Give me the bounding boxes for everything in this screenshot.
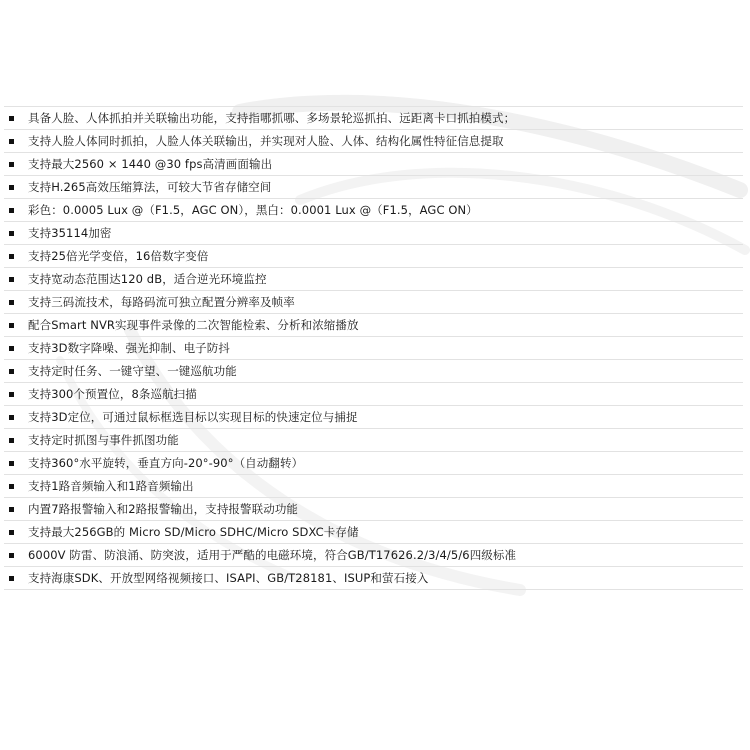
spec-text: 支持1路音频输入和1路音频输出 (28, 479, 194, 493)
list-item (4, 406, 743, 429)
list-item (4, 544, 743, 567)
bullet-icon (9, 162, 14, 167)
spec-text: 支持25倍光学变倍，16倍数字变倍 (28, 249, 209, 263)
spec-text: 配合Smart NVR实现事件录像的二次智能检索、分析和浓缩播放 (28, 318, 359, 332)
spec-list (4, 106, 743, 590)
bullet-icon (9, 530, 14, 535)
bullet-icon (9, 438, 14, 443)
bullet-icon (9, 277, 14, 282)
list-item (4, 452, 743, 475)
list-item (4, 498, 743, 521)
bullet-icon (9, 415, 14, 420)
bullet-icon (9, 461, 14, 466)
bullet-icon (9, 139, 14, 144)
spec-text: 支持H.265高效压缩算法，可较大节省存储空间 (28, 180, 272, 194)
bullet-icon (9, 116, 14, 121)
list-item (4, 521, 743, 544)
spec-text: 支持海康SDK、开放型网络视频接口、ISAPI、GB/T28181、ISUP和萤石接入 (28, 571, 429, 585)
spec-text: 彩色：0.0005 Lux @（F1.5，AGC ON），黑白：0.0001 Lux @（F1.5，AGC ON） (28, 203, 478, 217)
bullet-icon (9, 254, 14, 259)
bullet-icon (9, 323, 14, 328)
list-item (4, 245, 743, 268)
bullet-icon (9, 231, 14, 236)
spec-text: 支持最大2560 × 1440 @30 fps高清画面输出 (28, 157, 273, 171)
list-item (4, 337, 743, 360)
list-item (4, 429, 743, 452)
spec-text: 支持300个预置位，8条巡航扫描 (28, 387, 197, 401)
spec-text: 具备人脸、人体抓拍并关联输出功能，支持指哪抓哪、多场景轮巡抓拍、远距离卡口抓拍模式； (28, 111, 516, 125)
spec-text: 支持最大256GB的 Micro SD/Micro SDHC/Micro SDXC卡存储 (28, 525, 359, 539)
spec-text: 支持宽动态范围达120 dB，适合逆光环境监控 (28, 272, 267, 286)
list-item (4, 176, 743, 199)
bullet-icon (9, 553, 14, 558)
bullet-icon (9, 369, 14, 374)
list-item (4, 107, 743, 130)
spec-text: 支持三码流技术，每路码流可独立配置分辨率及帧率 (28, 295, 295, 309)
list-item (4, 199, 743, 222)
spec-text: 内置7路报警输入和2路报警输出，支持报警联动功能 (28, 502, 299, 516)
spec-text: 支持3D定位，可通过鼠标框选目标以实现目标的快速定位与捕捉 (28, 410, 358, 424)
list-item (4, 567, 743, 590)
spec-text: 支持定时任务、一键守望、一键巡航功能 (28, 364, 237, 378)
spec-text: 支持定时抓图与事件抓图功能 (28, 433, 179, 447)
bullet-icon (9, 484, 14, 489)
bullet-icon (9, 576, 14, 581)
spec-text: 6000V 防雷、防浪涌、防突波，适用于严酷的电磁环境，符合GB/T17626.2/3/4/5/6四级标准 (28, 548, 517, 562)
list-item (4, 475, 743, 498)
bullet-icon (9, 346, 14, 351)
spec-text: 支持360°水平旋转，垂直方向-20°-90°（自动翻转） (28, 456, 304, 470)
list-item (4, 268, 743, 291)
spec-text: 支持人脸人体同时抓拍，人脸人体关联输出，并实现对人脸、人体、结构化属性特征信息提取 (28, 134, 504, 148)
spec-text: 支持35114加密 (28, 226, 112, 240)
list-item (4, 291, 743, 314)
bullet-icon (9, 208, 14, 213)
list-item (4, 360, 743, 383)
list-item (4, 314, 743, 337)
bullet-icon (9, 507, 14, 512)
bullet-icon (9, 185, 14, 190)
list-item (4, 130, 743, 153)
list-item (4, 383, 743, 406)
bullet-icon (9, 392, 14, 397)
bullet-icon (9, 300, 14, 305)
list-item (4, 153, 743, 176)
list-item (4, 222, 743, 245)
spec-text: 支持3D数字降噪、强光抑制、电子防抖 (28, 341, 230, 355)
